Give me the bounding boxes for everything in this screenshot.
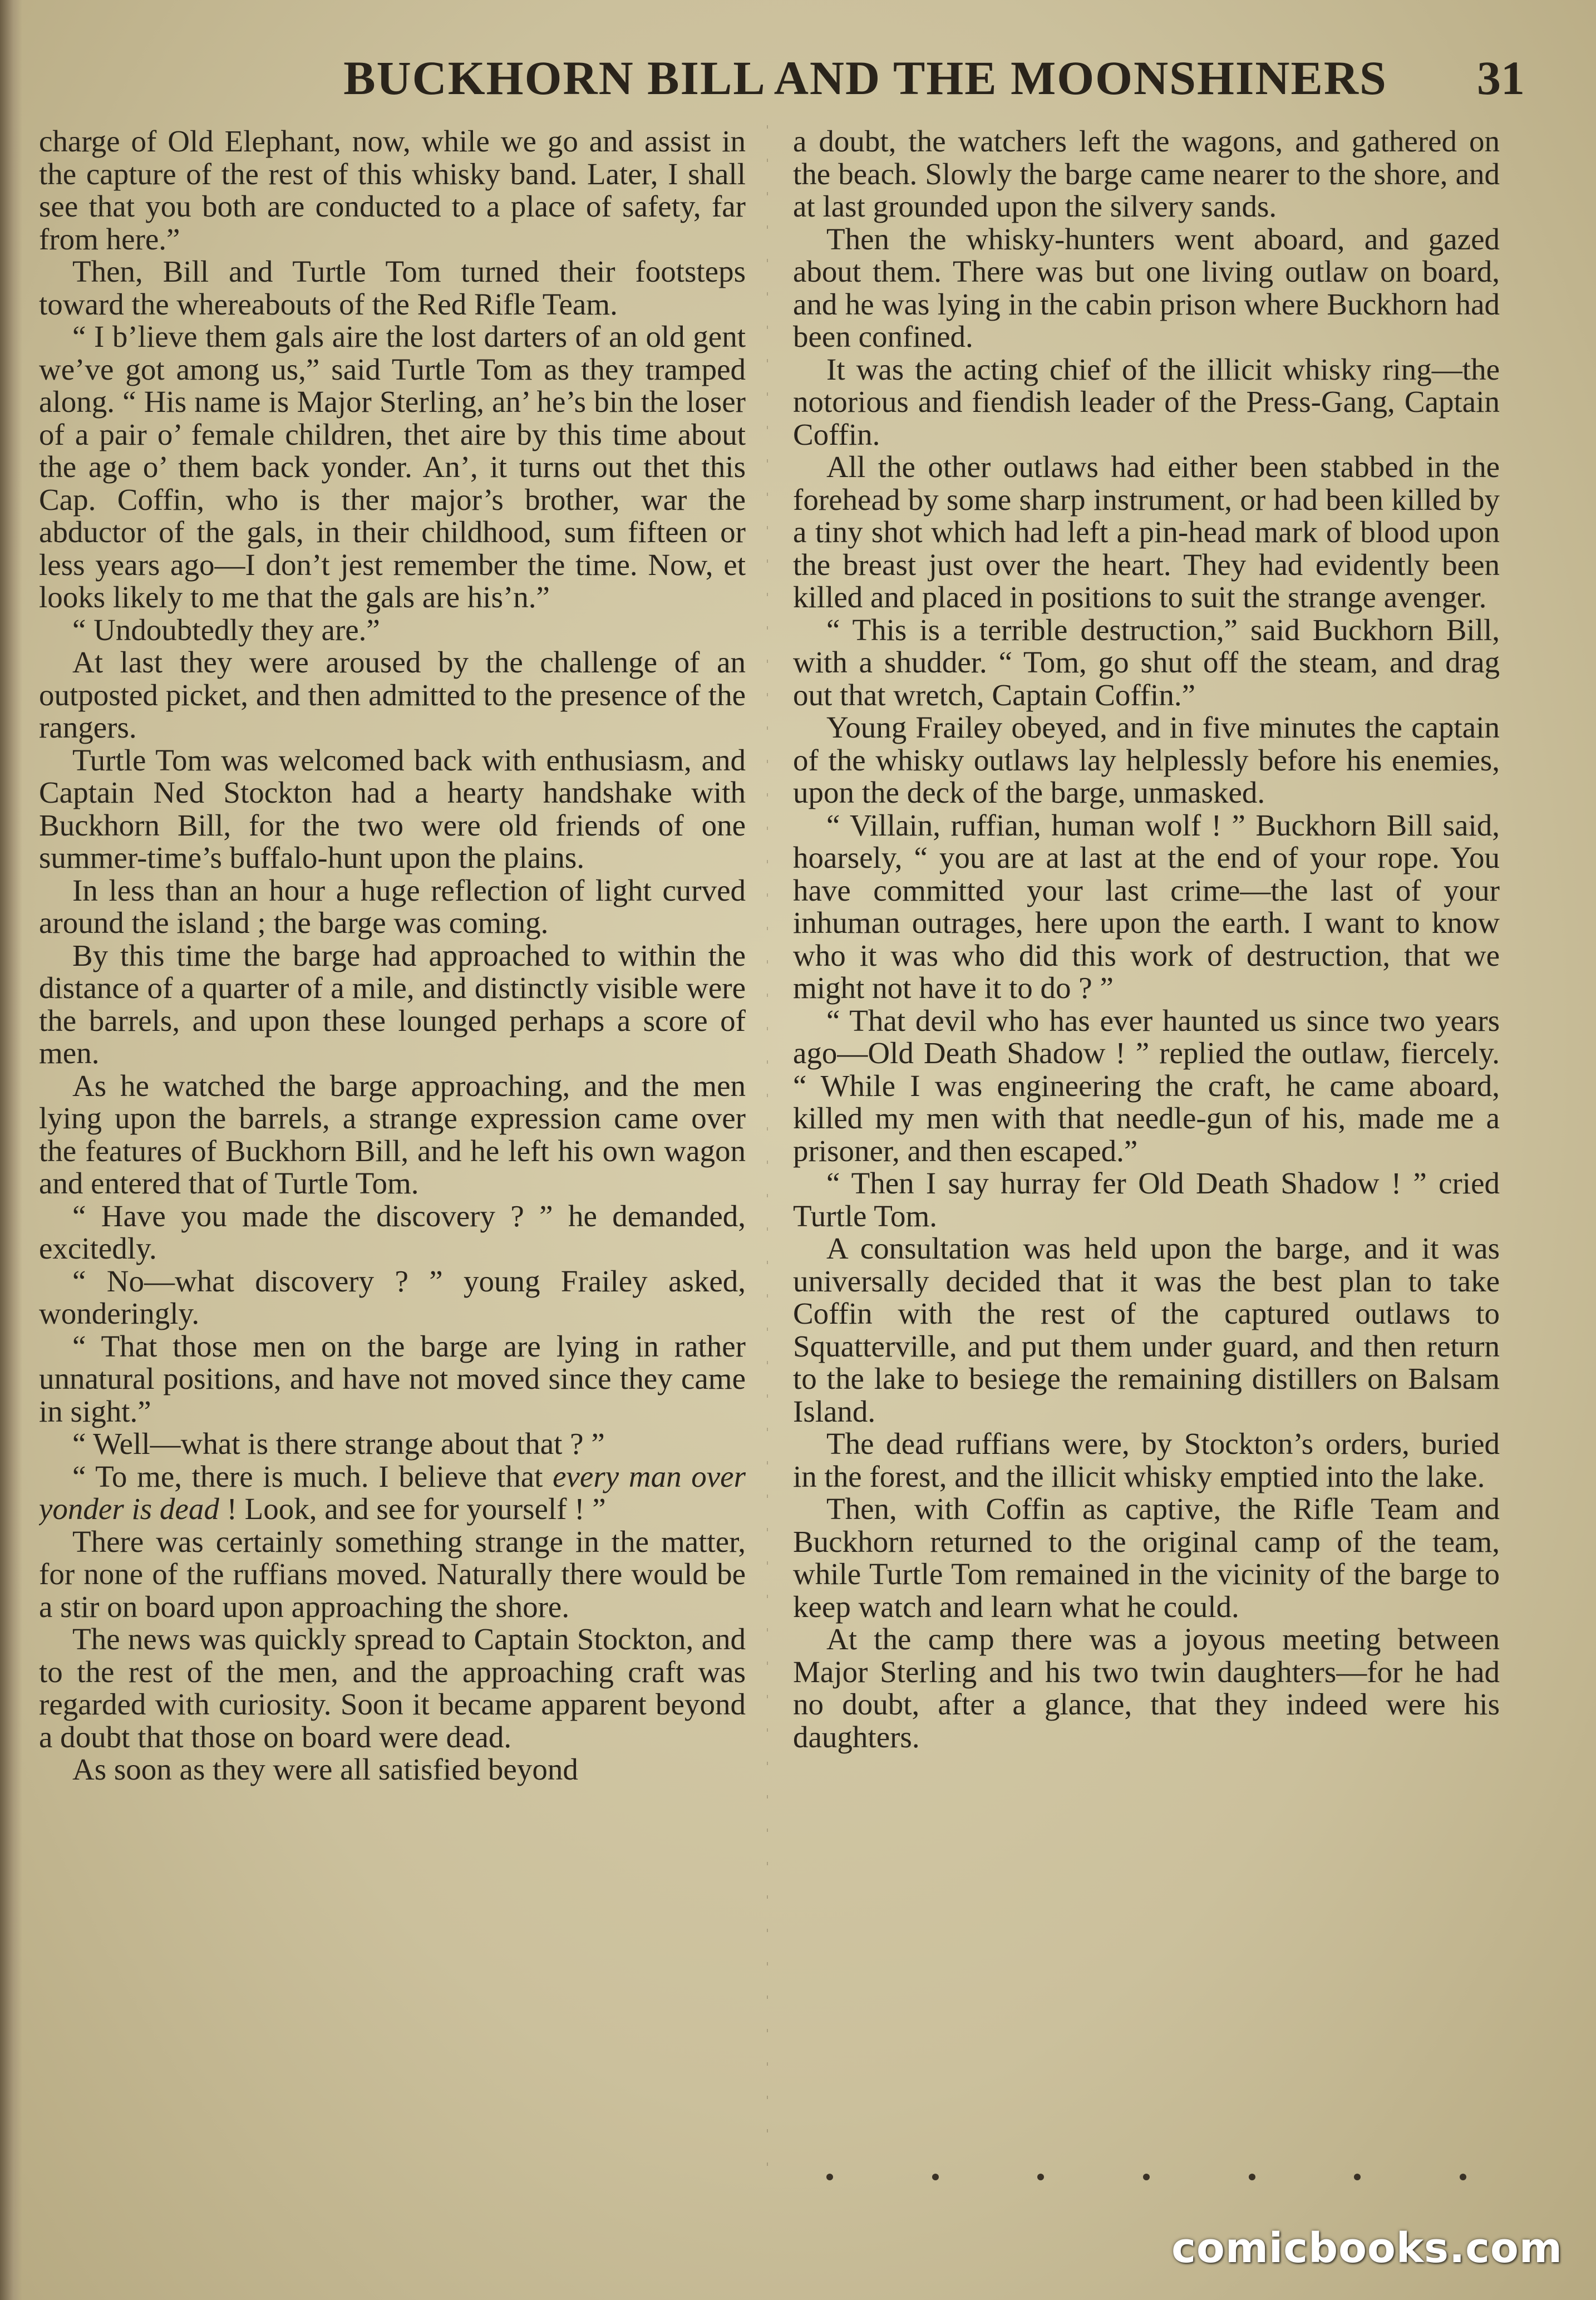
paragraph-text: “ Have you made the discovery ? ” he demanded, excitedly. — [39, 1198, 746, 1265]
paragraph-text: The dead ruffians were, by Stockton’s orders, buried in the forest, and the illicit whisky emptied into the lake. — [793, 1427, 1500, 1493]
section-break-dot — [1249, 2174, 1255, 2180]
paragraph-text: In less than an hour a huge reflection of light curved around the island ; the barge was coming. — [39, 873, 746, 940]
paragraph-text: The news was quickly spread to Captain Stockton, and to the rest of the men, and the approaching craft was regarded with curiosity. Soon it became apparent beyond a doubt that those on board were dead. — [39, 1622, 746, 1754]
paragraph — [793, 1428, 1500, 1493]
section-break-dot — [932, 2174, 939, 2180]
paragraph-text: “ Villain, ruffian, human wolf ! ” Buckhorn Bill said, hoarsely, “ you are at last at the end of your rope. You have committed your last crime—the last of your inhuman outrages, here upon the earth. I want to know who it was who did this work of destruction, that we might not have it to do ? ” — [793, 808, 1500, 1005]
paragraph — [39, 1200, 746, 1265]
paragraph-text: a doubt, the watchers left the wagons, and gathered on the beach. Slowly the barge came nearer to the shore, and at last grounded upon the silvery sands. — [793, 125, 1500, 223]
paragraph-text: “ This is a terrible destruction,” said Buckhorn Bill, with a shudder. “ Tom, go shut off the steam, and drag out that wretch, Captain Coffin.” — [793, 612, 1500, 712]
page-number: 31 — [1477, 51, 1525, 105]
paragraph-text: Then, Bill and Turtle Tom turned their footsteps toward the whereabouts of the Red Rifle Team. — [39, 254, 746, 321]
paragraph-text: charge of Old Elephant, now, while we go and assist in the capture of the rest of this whisky band. Later, I shall see that you both are conducted to a place of safety, far from here.” — [39, 125, 746, 256]
paragraph — [39, 874, 746, 940]
paragraph — [793, 1232, 1500, 1428]
paragraph-text: All the other outlaws had either been stabbed in the forehead by some sharp instrument, or had been killed by a tiny shot which had left a pin-head mark of blood upon the breast just over the heart. They had evidently been killed and placed in positions to suit the strange avenger. — [793, 450, 1500, 614]
paragraph-text: At the camp there was a joyous meeting between Major Sterling and his two twin daughters—for he had no doubt, after a glance, that they indeed were his daughters. — [793, 1622, 1500, 1754]
paragraph — [793, 451, 1500, 614]
paragraph — [39, 125, 746, 255]
paragraph — [39, 1428, 746, 1461]
paragraph — [793, 711, 1500, 809]
paragraph-text: “ No—what discovery ? ” young Frailey asked, wonderingly. — [39, 1264, 746, 1330]
paragraph — [39, 1753, 746, 1786]
paragraph-text: “ To me, there is much. I believe that — [72, 1459, 553, 1493]
paragraph — [39, 940, 746, 1070]
paragraph — [793, 353, 1500, 451]
column-divider — [767, 125, 768, 2196]
section-break-dots — [793, 2174, 1500, 2180]
paragraph — [793, 125, 1500, 223]
paragraph-text: Young Frailey obeyed, and in five minutes the captain of the whisky outlaws lay helplessly before his enemies, upon the deck of the barge, unmasked. — [793, 710, 1500, 809]
paragraph-text: As soon as they were all satisfied beyond — [72, 1752, 578, 1786]
watermark-logo: comicbooks.com — [1171, 2224, 1563, 2272]
paragraph — [793, 809, 1500, 1005]
paragraph-text: By this time the barge had approached to within the distance of a quarter of a mile, and distinctly visible were the barrels, and upon these lounged perhaps a score of men. — [39, 938, 746, 1070]
paragraph-text: As he watched the barge approaching, and the men lying upon the barrels, a strange expression came over the features of Buckhorn Bill, and he left his own wagon and entered that of Turtle Tom. — [39, 1068, 746, 1200]
paragraph-text: Then, with Coffin as captive, the Rifle Team and Buckhorn returned to the original camp of the team, while Turtle Tom remained in the vicinity of the barge to keep watch and learn what he could. — [793, 1492, 1500, 1624]
paragraph-text: Then the whisky-hunters went aboard, and gazed about them. There was but one living outlaw on board, and he was lying in the cabin prison where Buckhorn had been confined. — [793, 222, 1500, 353]
section-break-dot — [1460, 2174, 1466, 2180]
paragraph — [39, 255, 746, 321]
left-text-column — [39, 125, 746, 2207]
paragraph-text: It was the acting chief of the illicit whisky ring—the notorious and fiendish leader of the Press-Gang, Captain Coffin. — [793, 352, 1500, 451]
paragraph — [39, 1461, 746, 1526]
paragraph-text: “ Well—what is there strange about that ? ” — [72, 1427, 605, 1461]
running-title: BUCKHORN BILL AND THE MOONSHINERS — [343, 51, 1387, 105]
paragraph-text: A consultation was held upon the barge, and it was universally decided that it was the best plan to take Coffin with the rest of the captured outlaws to Squatterville, and put them under guard, and then return to the lake to besiege the remaining distillers on Balsam Island. — [793, 1231, 1500, 1428]
italic-emphasis: every man over yonder is dead — [39, 1459, 746, 1526]
paragraph — [793, 223, 1500, 353]
paragraph — [793, 1493, 1500, 1623]
section-break-dot — [1354, 2174, 1361, 2180]
paragraph-text: At last they were aroused by the challenge of an outposted picket, and then admitted to the presence of the rangers. — [39, 645, 746, 744]
paragraph-text: Turtle Tom was welcomed back with enthusiasm, and Captain Ned Stockton had a hearty handshake with Buckhorn Bill, for the two were old friends of one summer-time’s buffalo-hunt upon the plains. — [39, 743, 746, 874]
paragraph — [39, 1070, 746, 1200]
paragraph — [39, 1623, 746, 1753]
paragraph-text: ! Look, and see for yourself ! ” — [219, 1492, 606, 1526]
paragraph — [39, 646, 746, 744]
paragraph — [793, 1167, 1500, 1232]
paragraph-text: “ That devil who has ever haunted us since two years ago—Old Death Shadow ! ” replied the outlaw, fiercely. “ While I was engineering the craft, he came aboard, killed my men with that needle-gun of his, made me a prisoner, and then escaped.” — [793, 1003, 1500, 1168]
paragraph — [793, 614, 1500, 712]
paragraph — [39, 1330, 746, 1428]
section-break-dot — [1037, 2174, 1044, 2180]
paragraph — [793, 1623, 1500, 1753]
paragraph — [39, 1265, 746, 1330]
section-break-dot — [1143, 2174, 1150, 2180]
section-break-dot — [826, 2174, 833, 2180]
paragraph — [39, 614, 746, 647]
paragraph — [39, 1526, 746, 1624]
paragraph-text: There was certainly something strange in the matter, for none of the ruffians moved. Naturally there would be a stir on board upon approaching the shore. — [39, 1524, 746, 1624]
paragraph — [793, 1005, 1500, 1168]
paragraph-text: “ Then I say hurray fer Old Death Shadow ! ” cried Turtle Tom. — [793, 1166, 1500, 1233]
paragraph-text: “ Undoubtedly they are.” — [72, 612, 380, 647]
paragraph-text: “ That those men on the barge are lying in rather unnatural positions, and have not moved since they came in sight.” — [39, 1329, 746, 1428]
paragraph — [39, 744, 746, 874]
paragraph — [39, 321, 746, 614]
paragraph-text: “ I b’lieve them gals aire the lost darters of an old gent we’ve got among us,” said Turtle Tom as they tramped along. “ His name is Major Sterling, an’ he’s bin the loser of a pair o’ female children, thet aire by this time about the age o’ them back yonder. An’, it turns out thet this Cap. Coffin, who is ther major’s brother, war the abductor of the gals, in their childhood, sum fifteen or less years ago—I don’t jest remember the time. Now, et looks likely to me that the gals are his’n.” — [39, 320, 746, 614]
right-text-column — [793, 125, 1500, 2207]
page-spine-shadow — [0, 0, 22, 2300]
